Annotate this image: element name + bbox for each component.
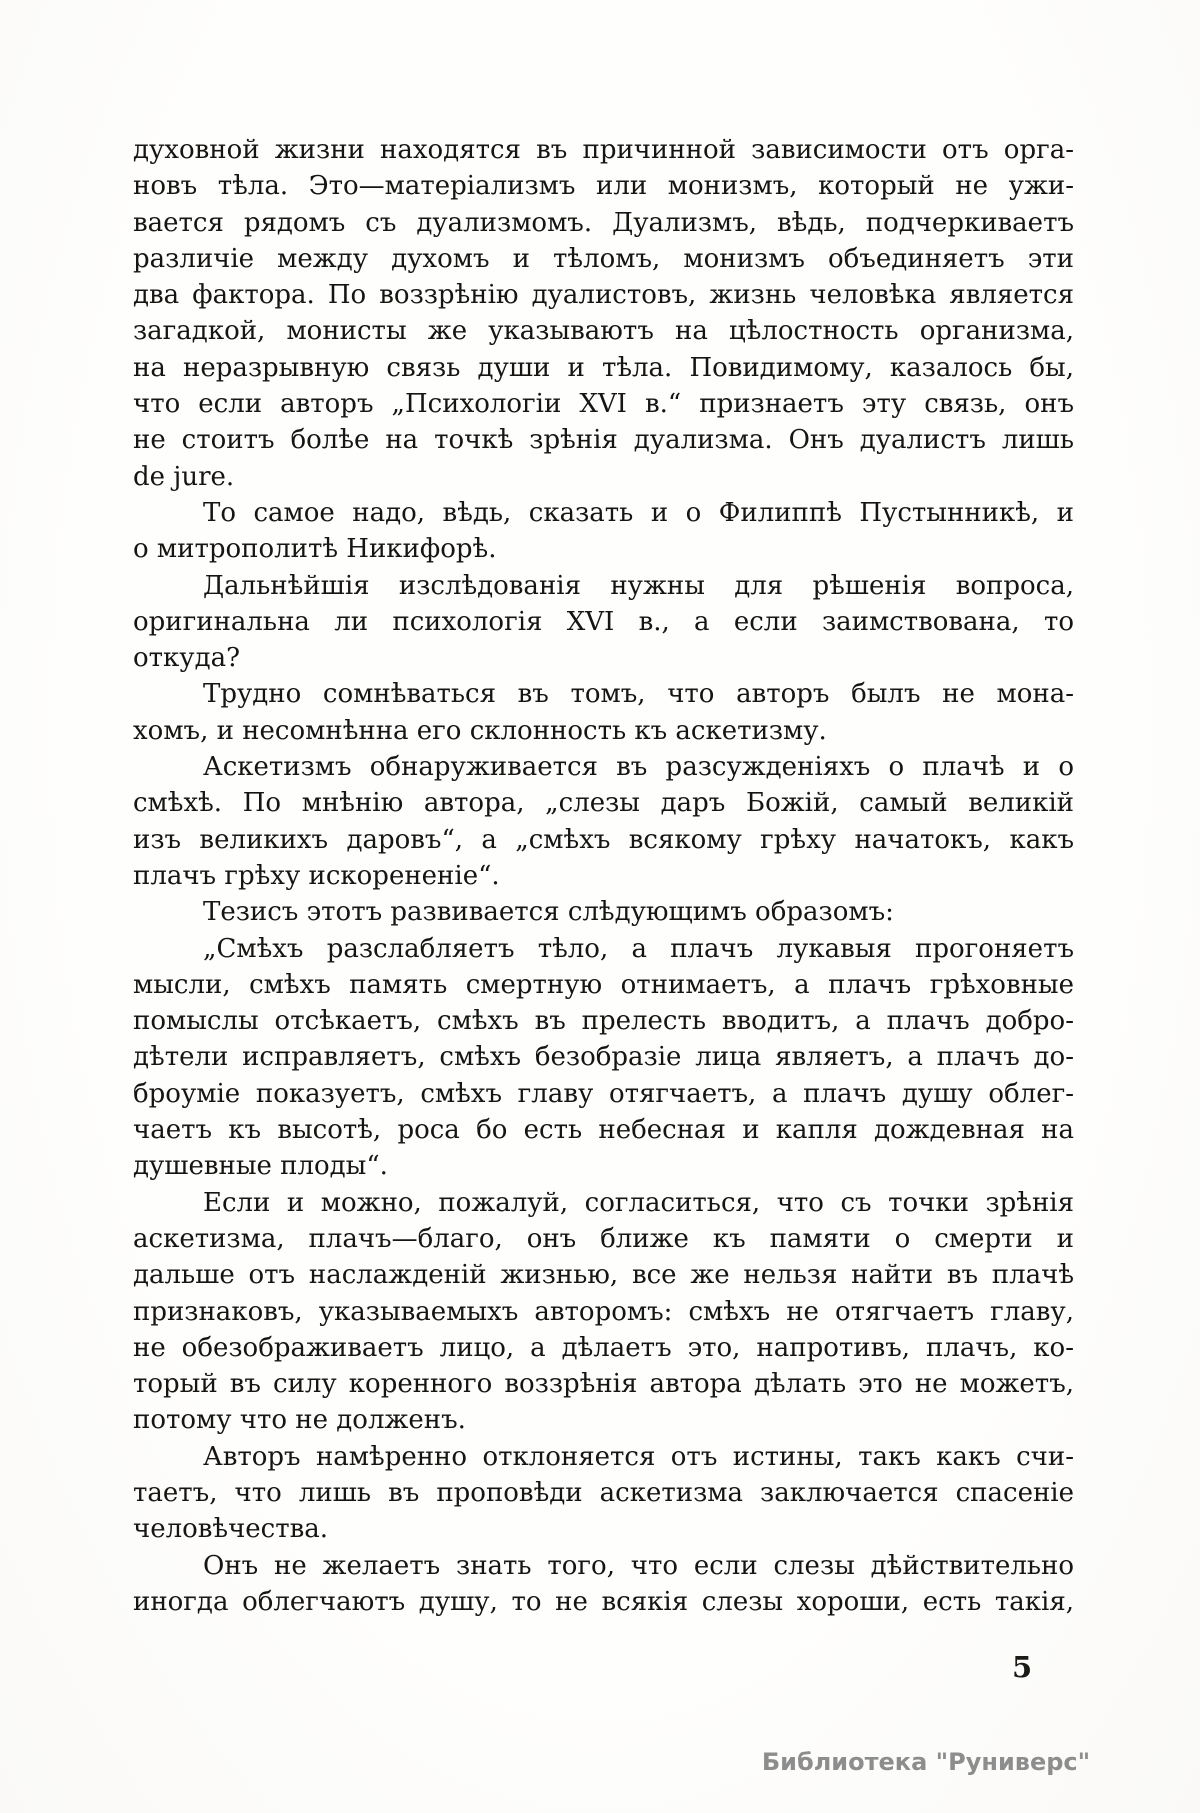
text-line: духовной жизни находятся въ причинной зависимости отъ орга- (133, 135, 1074, 165)
text-line: мысли, смѣхъ память смертную отнимаетъ, а плачъ грѣховные (133, 969, 1074, 1000)
text-line: броуміе показуетъ, смѣхъ главу отягчаетъ, а плачъ душу облег- (133, 1078, 1074, 1109)
text-line: новъ тѣла. Это—матеріализмъ или монизмъ, который не ужи- (133, 171, 1074, 202)
text-line: de jure. (133, 461, 235, 492)
text-line: потому что не долженъ. (133, 1405, 466, 1436)
text-line: чаетъ къ высотѣ, роса бо есть небесная и капля дождевная на (133, 1115, 1074, 1146)
text-line: различіе между духомъ и тѣломъ, монизмъ объединяетъ эти (133, 243, 1074, 274)
watermark-library-runivers: Библиотека "Руниверс" (761, 1748, 1091, 1776)
text-line: изъ великихъ даровъ“, а „смѣхъ всякому грѣху начатокъ, какъ (133, 824, 1074, 855)
text-line: аскетизма, плачъ—благо, онъ ближе къ памяти о смерти и (133, 1223, 1074, 1254)
text-line: не обезображиваетъ лицо, а дѣлаетъ это, напротивъ, плачъ, ко- (133, 1332, 1074, 1363)
text-line: смѣхѣ. По мнѣнію автора, „слезы даръ Божій, самый великій (133, 788, 1074, 819)
text-line: Онъ не желаетъ знать того, что если слезы дѣйствительно (203, 1550, 1074, 1581)
text-line: Тезисъ этотъ развивается слѣдующимъ образомъ: (203, 897, 894, 928)
text-line: человѣчества. (133, 1514, 328, 1545)
text-line: вается рядомъ съ дуализмомъ. Дуализмъ, вѣдь, подчеркиваетъ (133, 207, 1074, 238)
text-line: Авторъ намѣренно отклоняется отъ истины, такъ какъ счи- (203, 1441, 1074, 1472)
text-line: Трудно сомнѣваться въ томъ, что авторъ былъ не мона- (203, 679, 1074, 710)
text-line: что если авторъ „Психологіи XVI в.“ признаетъ эту связь, онъ (133, 389, 1074, 420)
text-line: Дальнѣйшія изслѣдованія нужны для рѣшенія вопроса, (203, 570, 1074, 601)
page-number: 5 (1012, 1650, 1033, 1684)
text-line: откуда? (133, 643, 241, 674)
text-line: признаковъ, указываемыхъ авторомъ: смѣхъ не отягчаетъ главу, (133, 1296, 1074, 1327)
text-line: То самое надо, вѣдь, сказать и о Филиппѣ Пустынникѣ, и (203, 497, 1074, 528)
text-line: помыслы отсѣкаетъ, смѣхъ въ прелесть вводитъ, а плачъ добро- (133, 1006, 1074, 1037)
text-line: загадкой, монисты же указываютъ на цѣлостность организма, (133, 316, 1074, 347)
text-line: плачъ грѣху искорененіе“. (133, 860, 500, 891)
text-line: два фактора. По воззрѣнію дуалистовъ, жизнь человѣка является (133, 280, 1074, 311)
text-line: „Смѣхъ разслабляетъ тѣло, а плачъ лукавыя прогоняетъ (203, 933, 1074, 964)
text-line: дальше отъ наслажденій жизнью, все же нельзя найти въ плачѣ (133, 1260, 1074, 1291)
text-line: не стоитъ болѣе на точкѣ зрѣнія дуализма. Онъ дуалистъ лишь (133, 425, 1074, 456)
page-text-block (133, 132, 1074, 1620)
text-line: Аскетизмъ обнаруживается въ разсужденіяхъ о плачѣ и о (203, 752, 1074, 783)
text-line: на неразрывную связь души и тѣла. Повидимому, казалось бы, (133, 352, 1074, 383)
text-line: душевные плоды“. (133, 1151, 388, 1182)
text-line: дѣтели исправляетъ, смѣхъ безобразіе лица являетъ, а плачъ до- (133, 1042, 1074, 1073)
text-line: иногда облегчаютъ душу, то не всякія слезы хороши, есть такія, (133, 1586, 1074, 1617)
text-line: о митрополитѣ Никифорѣ. (133, 534, 497, 565)
text-line: таетъ, что лишь въ проповѣди аскетизма заключается спасеніе (133, 1477, 1074, 1508)
text-line: хомъ, и несомнѣнна его склонность къ аскетизму. (133, 715, 827, 746)
text-line: торый въ силу коренного воззрѣнія автора дѣлать это не можетъ, (133, 1369, 1074, 1400)
text-line: Если и можно, пожалуй, согласиться, что съ точки зрѣнія (203, 1187, 1074, 1218)
text-line: оригинальна ли психологія XVI в., а если заимствована, то (133, 606, 1074, 637)
